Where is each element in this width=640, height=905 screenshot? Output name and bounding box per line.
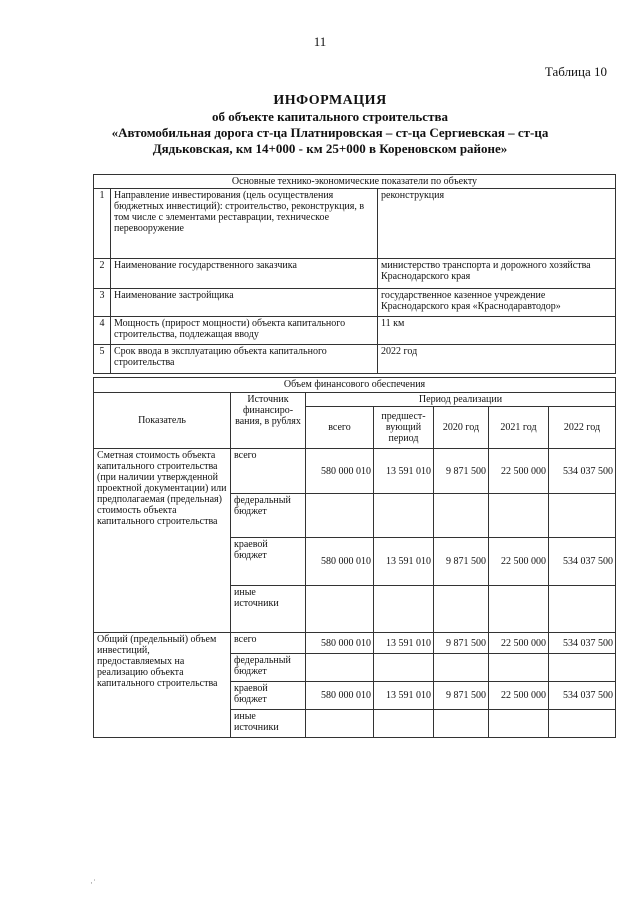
value-2022 — [549, 654, 616, 682]
indicator-label: Направление инвестирования (цель осуществления бюджетных инвестиций): строительство, реконструкция, в том числе с элементами реставрации, техническое перевооружение — [111, 189, 378, 259]
value-total — [306, 586, 374, 633]
value-total — [306, 494, 374, 538]
header-total: всего — [306, 407, 374, 449]
value-2020: 9 871 500 — [434, 682, 489, 710]
source-label: краевой бюджет — [231, 682, 306, 710]
table-row — [94, 317, 616, 345]
value-total: 580 000 010 — [306, 682, 374, 710]
value-2020: 9 871 500 — [434, 538, 489, 586]
value-prior: 13 591 010 — [374, 538, 434, 586]
value-2022 — [549, 710, 616, 738]
value-2021 — [489, 586, 549, 633]
source-label: федеральный бюджет — [231, 654, 306, 682]
header-period: Период реализации — [306, 393, 616, 407]
heading-object-name: «Автомобильная дорога ст-ца Платнировская – ст-ца Сергиевская – ст-ца Дядьковская, км 14+000 - км 25+000 в Кореновском районе» — [111, 125, 549, 156]
indicator-value: реконструкция — [378, 189, 616, 259]
value-total: 580 000 010 — [306, 538, 374, 586]
value-2021: 22 500 000 — [489, 538, 549, 586]
row-number: 3 — [94, 289, 111, 317]
value-2021: 22 500 000 — [489, 449, 549, 494]
table-row — [94, 189, 616, 259]
value-2020: 9 871 500 — [434, 449, 489, 494]
value-prior: 13 591 010 — [374, 449, 434, 494]
indicator-label: Наименование застройщика — [111, 289, 378, 317]
value-prior — [374, 494, 434, 538]
table-label: Таблица 10 — [544, 64, 607, 79]
header-source: Источник финансиро-вания, в рублях — [231, 393, 306, 449]
value-2021 — [489, 494, 549, 538]
row-number: 1 — [94, 189, 111, 259]
document-heading — [80, 93, 580, 157]
table-row — [94, 449, 616, 494]
value-2021 — [489, 654, 549, 682]
indicator-label: Наименование государственного заказчика — [111, 259, 378, 289]
indicator-value: 11 км — [378, 317, 616, 345]
row-number: 4 — [94, 317, 111, 345]
value-2021: 22 500 000 — [489, 682, 549, 710]
value-2020 — [434, 586, 489, 633]
table-row — [94, 289, 616, 317]
source-label: федеральный бюджет — [231, 494, 306, 538]
value-prior — [374, 586, 434, 633]
value-total — [306, 654, 374, 682]
finance-table — [93, 377, 616, 738]
table-row — [94, 259, 616, 289]
source-label: иные источники — [231, 710, 306, 738]
header-2022: 2022 год — [549, 407, 616, 449]
table-row — [94, 633, 616, 654]
value-prior: 13 591 010 — [374, 633, 434, 654]
indicators-title: Основные технико-экономические показатели по объекту — [94, 175, 616, 189]
value-2020 — [434, 710, 489, 738]
value-prior: 13 591 010 — [374, 682, 434, 710]
value-2021 — [489, 710, 549, 738]
table-row — [94, 345, 616, 374]
value-total: 580 000 010 — [306, 633, 374, 654]
page-number: 11 — [313, 34, 327, 49]
heading-title: ИНФОРМАЦИЯ — [273, 93, 387, 108]
value-2020: 9 871 500 — [434, 633, 489, 654]
indicator-value: государственное казенное учреждение Краснодарского края «Краснодаравтодор» — [378, 289, 616, 317]
finance-title: Объем финансового обеспечения — [94, 378, 616, 393]
group-label: Сметная стоимость объекта капитального строительства (при наличии утвержденной проектной документации) или предполагаемая (предельная) стоимость объекта капитального строительства — [94, 449, 231, 633]
value-2022: 534 037 500 — [549, 449, 616, 494]
value-2022: 534 037 500 — [549, 633, 616, 654]
row-number: 5 — [94, 345, 111, 374]
source-label: краевой бюджет — [231, 538, 306, 586]
header-2020: 2020 год — [434, 407, 489, 449]
indicator-value: министерство транспорта и дорожного хозяйства Краснодарского края — [378, 259, 616, 289]
source-label: всего — [231, 449, 306, 494]
value-2022: 534 037 500 — [549, 682, 616, 710]
value-total — [306, 710, 374, 738]
value-2022: 534 037 500 — [549, 538, 616, 586]
header-2021: 2021 год — [489, 407, 549, 449]
value-2020 — [434, 654, 489, 682]
header-indicator: Показатель — [94, 393, 231, 449]
value-2021: 22 500 000 — [489, 633, 549, 654]
scan-speck: ·˙ — [90, 878, 96, 888]
heading-subtitle: об объекте капитального строительства — [212, 109, 448, 124]
group-label: Общий (предельный) объем инвестиций, предоставляемых на реализацию объекта капитального строительства — [94, 633, 231, 738]
indicator-label: Срок ввода в эксплуатацию объекта капитального строительства — [111, 345, 378, 374]
value-total: 580 000 010 — [306, 449, 374, 494]
indicator-label: Мощность (прирост мощности) объекта капитального строительства, подлежащая вводу — [111, 317, 378, 345]
value-prior — [374, 710, 434, 738]
indicator-value: 2022 год — [378, 345, 616, 374]
value-2020 — [434, 494, 489, 538]
value-2022 — [549, 586, 616, 633]
row-number: 2 — [94, 259, 111, 289]
value-2022 — [549, 494, 616, 538]
source-label: всего — [231, 633, 306, 654]
header-prior-period: предшест-вующий период — [374, 407, 434, 449]
indicators-table — [93, 174, 616, 374]
source-label: иные источники — [231, 586, 306, 633]
value-prior — [374, 654, 434, 682]
